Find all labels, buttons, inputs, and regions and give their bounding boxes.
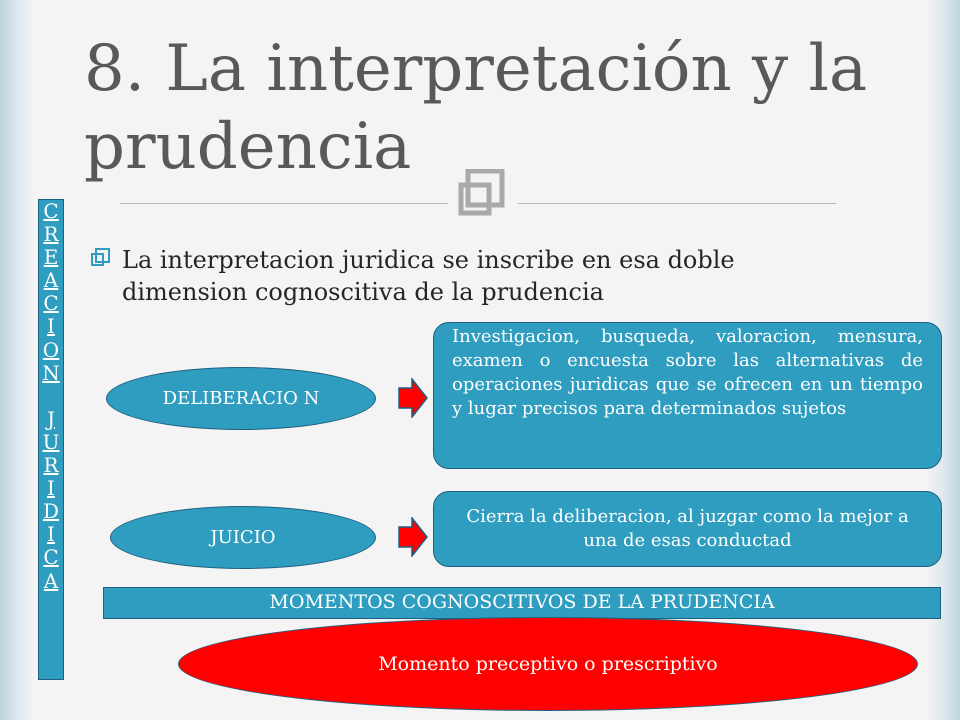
juicio-label: JUICIO [210, 526, 276, 548]
juridica-letters: J U R I D I C A [42, 406, 60, 593]
juicio-description: Cierra la deliberacion, al juzgar como la mejor a una de esas conductad [433, 491, 942, 567]
momentos-cognoscitivos-bar: MOMENTOS COGNOSCITIVOS DE LA PRUDENCIA [103, 587, 941, 619]
momento-preceptivo-ellipse [178, 617, 918, 711]
momento-preceptivo-label: Momento preceptivo o prescriptivo [378, 653, 718, 675]
deliberacion-ellipse [106, 367, 376, 430]
deliberacion-description: Investigacion, busqueda, valoracion, mensura, examen o encuesta sobre las alternativas de operaciones juridicas que se ofrecen en un tiempo y lugar precisos para determinados sujetos [433, 322, 942, 469]
creacion-juridica-label [38, 199, 64, 680]
interlocking-squares-icon [448, 169, 518, 221]
bullet-text: La interpretacion juridica se inscribe en esa doble dimension cognoscitiva de la prudencia [122, 246, 735, 306]
right-block-arrow-icon [398, 517, 428, 557]
creacion-letters: C R E A C I O N [42, 199, 60, 385]
interlocking-squares-bullet-icon [88, 248, 112, 272]
slide-title: 8. La interpretación y la prudencia [84, 32, 868, 184]
right-block-arrow-icon [398, 378, 428, 418]
deliberacion-label: DELIBERACIO N [162, 387, 320, 409]
juicio-ellipse [110, 506, 376, 569]
